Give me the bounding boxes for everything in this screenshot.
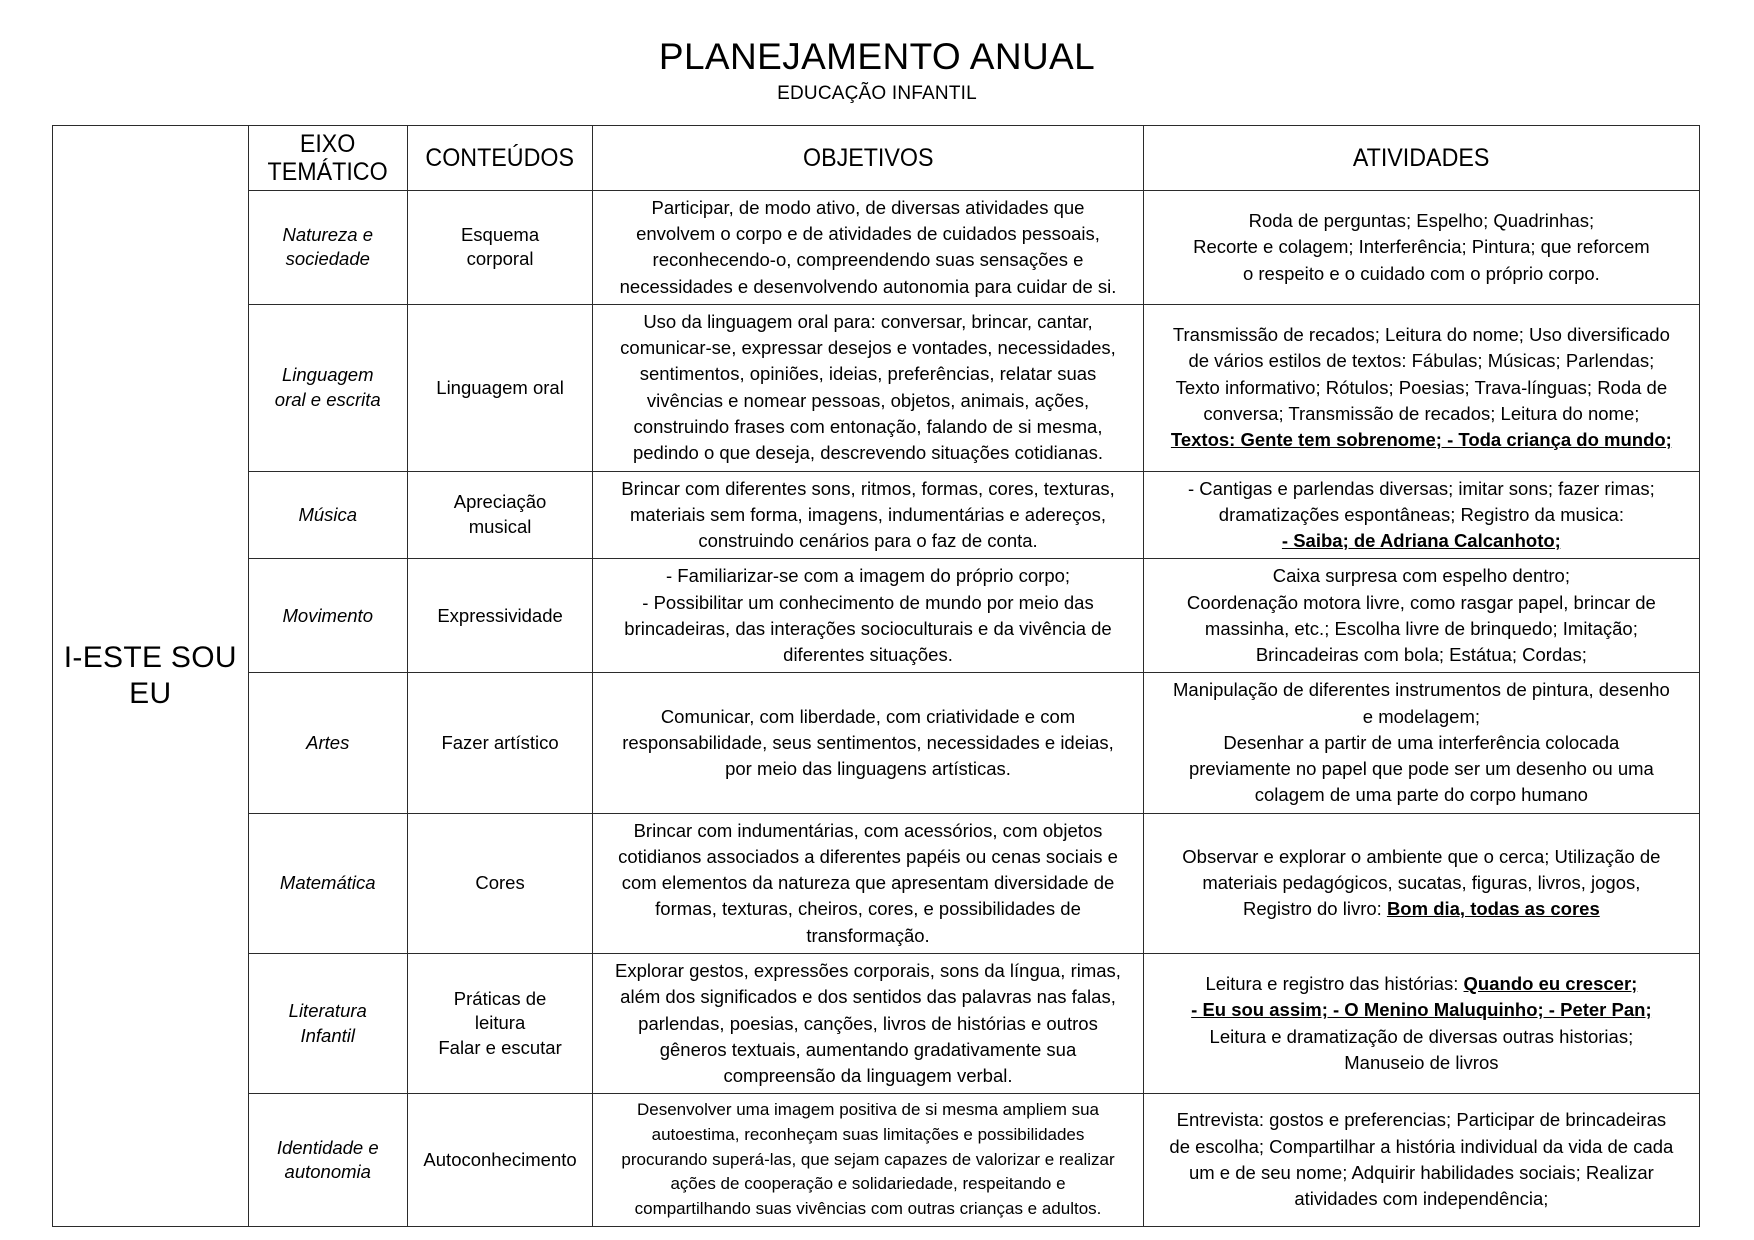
atividade-line: Desenhar a partir de uma interferência colocada <box>1223 731 1620 753</box>
atividade-line: atividades com independência; <box>1294 1188 1549 1210</box>
objetivo-line: Explorar gestos, expressões corporais, sons da língua, rimas, <box>615 960 1121 982</box>
row-eixo-line1: Artes <box>306 731 350 753</box>
row-conteudo <box>407 559 592 673</box>
atividade-line: Coordenação motora livre, como rasgar papel, brincar de <box>1186 591 1656 613</box>
row-eixo-line1: Linguagem <box>281 364 374 386</box>
row-eixo <box>248 813 407 953</box>
atividade-prefix: Registro do livro: <box>1242 898 1387 920</box>
objetivo-line: diferentes situações. <box>783 644 953 666</box>
row-objetivos <box>593 559 1144 673</box>
objetivo-line: sentimentos, opiniões, ideias, preferências, relatar suas <box>639 363 1097 385</box>
atividade-book-title: Quando eu crescer; <box>1463 973 1638 995</box>
objetivo-line: compartilhando suas vivências com outras crianças e adultos. <box>634 1198 1102 1218</box>
row-atividades <box>1143 954 1699 1094</box>
row-conteudo-line1: Expressividade <box>437 604 563 626</box>
row-eixo-line1: Matemática <box>279 872 376 894</box>
row-conteudo-line2: musical <box>468 515 532 537</box>
row-eixo <box>248 190 407 304</box>
atividade-line: conversa; Transmissão de recados; Leitura do nome; <box>1203 402 1640 424</box>
atividade-line: Leitura e dramatização de diversas outras historias; <box>1209 1025 1634 1047</box>
atividade-highlight-line: - Saiba; de Adriana Calcanhoto; <box>1281 530 1561 552</box>
page-subtitle: EDUCAÇÃO INFANTIL <box>777 82 977 104</box>
objetivo-line: gêneros textuais, aumentando gradativamente sua <box>659 1038 1077 1060</box>
row-eixo-line1: Música <box>298 503 358 525</box>
row-eixo-line1: Literatura <box>288 1000 367 1022</box>
row-conteudo-line2: corporal <box>466 248 534 270</box>
objetivo-line: autoestima, reconheçam suas limitações e possibilidades <box>651 1124 1085 1144</box>
objetivo-line: procurando superá-las, que sejam capazes de valorizar e realizar <box>621 1149 1115 1169</box>
row-conteudo-line1: Linguagem oral <box>436 376 564 398</box>
row-conteudo-line2: leitura <box>474 1012 526 1034</box>
row-conteudo <box>407 673 592 813</box>
row-objetivos <box>593 304 1144 471</box>
document-header <box>0 0 1754 105</box>
objetivo-line: brincadeiras, das interações socioculturais e da vivência de <box>624 617 1112 639</box>
row-eixo-line1: Natureza e <box>282 223 373 245</box>
row-atividades <box>1143 190 1699 304</box>
objetivo-line: reconhecendo-o, compreendendo suas sensações e <box>652 249 1084 271</box>
objetivo-line: construindo cenários para o faz de conta. <box>698 530 1038 552</box>
row-objetivos <box>593 813 1144 953</box>
atividade-line: e modelagem; <box>1362 705 1480 727</box>
objetivo-line: com elementos da natureza que apresentam diversidade de <box>621 872 1115 894</box>
row-conteudo-line1: Autoconhecimento <box>423 1148 577 1170</box>
atividade-line: - Cantigas e parlendas diversas; imitar sons; fazer rimas; <box>1187 477 1655 499</box>
row-conteudo <box>407 190 592 304</box>
table-row <box>53 813 1700 953</box>
objetivo-line: Brincar com diferentes sons, ritmos, formas, cores, texturas, <box>621 477 1115 499</box>
row-atividades <box>1143 1094 1699 1226</box>
row-atividades <box>1143 673 1699 813</box>
row-conteudo <box>407 954 592 1094</box>
objetivo-line: envolvem o corpo e de atividades de cuidados pessoais, <box>636 223 1100 245</box>
column-header-eixo-tematico <box>254 125 402 190</box>
objetivo-line: Brincar com indumentárias, com acessórios, com objetos <box>633 819 1103 841</box>
row-eixo <box>248 559 407 673</box>
row-conteudo-line1: Fazer artístico <box>441 731 559 753</box>
objetivo-line: necessidades e desenvolvendo autonomia para cuidar de si. <box>619 275 1117 297</box>
row-conteudo-line1: Apreciação <box>453 491 547 513</box>
table-row <box>53 304 1700 471</box>
atividade-prefix: Leitura e registro das histórias: <box>1205 973 1464 995</box>
atividade-line: de escolha; Compartilhar a história individual da vida de cada <box>1169 1135 1674 1157</box>
atividade-line-mixed <box>1151 896 1692 922</box>
objetivo-line: Comunicar, com liberdade, com criatividade e com <box>660 705 1076 727</box>
row-atividades <box>1143 813 1699 953</box>
row-objetivos <box>593 190 1144 304</box>
page-title: PLANEJAMENTO ANUAL <box>658 36 1096 77</box>
row-conteudo-line1: Esquema <box>460 223 540 245</box>
table-row <box>53 559 1700 673</box>
row-conteudo <box>407 1094 592 1226</box>
column-header-conteudos: CONTEÚDOS <box>414 125 586 190</box>
objetivo-line: Uso da linguagem oral para: conversar, brincar, cantar, <box>643 310 1093 332</box>
row-atividades <box>1143 304 1699 471</box>
objetivo-line: vivências e nomear pessoas, objetos, animais, ações, <box>646 389 1090 411</box>
column-header-atividades: ATIVIDADES <box>1163 125 1680 190</box>
row-atividades <box>1143 559 1699 673</box>
row-objetivos <box>593 954 1144 1094</box>
row-eixo-line1: Identidade e <box>276 1136 379 1158</box>
objetivo-line: cotidianos associados a diferentes papéis ou cenas sociais e <box>618 845 1118 867</box>
atividade-line: Caixa surpresa com espelho dentro; <box>1272 565 1570 587</box>
atividade-line: colagem de uma parte do corpo humano <box>1254 784 1588 806</box>
atividade-line-mixed <box>1151 971 1692 997</box>
row-eixo-line1: Movimento <box>282 604 373 626</box>
unit-label-line1: I-ESTE SOU <box>63 640 237 674</box>
objetivo-line: pedindo o que deseja, descrevendo situações cotidianas. <box>632 442 1104 464</box>
objetivo-line: Desenvolver uma imagem positiva de si mesma ampliem sua <box>637 1100 1100 1120</box>
atividade-line: materiais pedagógicos, sucatas, figuras, livros, jogos, <box>1202 872 1641 894</box>
atividade-highlight-line: Textos: Gente tem sobrenome; - Toda criança do mundo; <box>1170 429 1672 451</box>
row-eixo <box>248 471 407 559</box>
atividade-line: o respeito e o cuidado com o próprio corpo. <box>1242 262 1600 284</box>
atividade-line: Manuseio de livros <box>1344 1051 1499 1073</box>
row-eixo <box>248 1094 407 1226</box>
objetivo-line: Participar, de modo ativo, de diversas atividades que <box>651 196 1085 218</box>
objetivo-line: compreensão da linguagem verbal. <box>723 1065 1013 1087</box>
column-header-eixo-line1: EIXO <box>299 129 356 158</box>
row-eixo <box>248 954 407 1094</box>
objetivo-line: - Familiarizar-se com a imagem do próprio corpo; <box>665 565 1071 587</box>
atividade-line: previamente no papel que pode ser um desenho ou uma <box>1188 758 1654 780</box>
atividade-line: Roda de perguntas; Espelho; Quadrinhas; <box>1248 209 1595 231</box>
row-conteudo <box>407 304 592 471</box>
row-eixo-line2: autonomia <box>284 1160 371 1182</box>
atividade-line: Observar e explorar o ambiente que o cerca; Utilização de <box>1182 845 1661 867</box>
table-row <box>53 1094 1700 1226</box>
row-conteudo-line1: Práticas de <box>453 988 547 1010</box>
objetivo-line: além dos significados e dos sentidos das palavras nas falas, <box>620 986 1116 1008</box>
atividade-line: Brincadeiras com bola; Estátua; Cordas; <box>1255 644 1587 666</box>
row-eixo-line2: Infantil <box>300 1024 355 1046</box>
row-conteudo <box>407 471 592 559</box>
table-row <box>53 190 1700 304</box>
table-row <box>53 673 1700 813</box>
column-header-objetivos: OBJETIVOS <box>612 125 1124 190</box>
objetivo-line: - Possibilitar um conhecimento de mundo por meio das <box>642 591 1094 613</box>
objetivo-line: construindo frases com entonação, falando de si mesma, <box>633 415 1103 437</box>
atividade-line: Manipulação de diferentes instrumentos de pintura, desenho <box>1173 679 1670 701</box>
atividade-book-title: Bom dia, todas as cores <box>1386 898 1600 920</box>
row-objetivos <box>593 1094 1144 1226</box>
table-header-row <box>53 125 1700 190</box>
row-conteudo <box>407 813 592 953</box>
atividade-line: massinha, etc.; Escolha livre de brinquedo; Imitação; <box>1204 617 1638 639</box>
atividade-line: Transmissão de recados; Leitura do nome; Uso diversificado <box>1172 324 1670 346</box>
unit-cell <box>53 125 249 1226</box>
table-row <box>53 471 1700 559</box>
objetivo-line: por meio das linguagens artísticas. <box>725 758 1011 780</box>
atividade-line: Recorte e colagem; Interferência; Pintura; que reforcem <box>1193 236 1650 258</box>
objetivo-line: transformação. <box>806 924 930 946</box>
planning-table-wrapper <box>52 125 1702 1227</box>
atividade-line: de vários estilos de textos: Fábulas; Músicas; Parlendas; <box>1188 350 1655 372</box>
atividade-line: dramatizações espontâneas; Registro da musica: <box>1218 503 1624 525</box>
atividade-line: Entrevista: gostos e preferencias; Participar de brincadeiras <box>1176 1109 1667 1131</box>
row-eixo <box>248 304 407 471</box>
objetivo-line: ações de cooperação e solidariedade, respeitando e <box>670 1174 1066 1194</box>
table-row <box>53 954 1700 1094</box>
planning-table <box>52 125 1700 1227</box>
objetivo-line: formas, texturas, cheiros, cores, e possibilidades de <box>655 898 1081 920</box>
objetivo-line: materiais sem forma, imagens, indumentárias e adereços, <box>629 503 1107 525</box>
row-conteudo-line3: Falar e escutar <box>438 1036 562 1058</box>
row-objetivos <box>593 673 1144 813</box>
atividade-line: um e de seu nome; Adquirir habilidades sociais; Realizar <box>1188 1161 1654 1183</box>
atividade-highlight-line: - Eu sou assim; - O Menino Maluquinho; - Peter Pan; <box>1191 999 1652 1021</box>
row-eixo <box>248 673 407 813</box>
row-eixo-line2: sociedade <box>285 248 370 270</box>
column-header-eixo-line2: TEMÁTICO <box>267 157 388 186</box>
objetivo-line: parlendas, poesias, canções, livros de histórias e outros <box>638 1012 1098 1034</box>
row-conteudo-line1: Cores <box>475 872 525 894</box>
row-eixo-line2: oral e escrita <box>274 388 381 410</box>
row-objetivos <box>593 471 1144 559</box>
objetivo-line: comunicar-se, expressar desejos e vontades, necessidades, <box>620 337 1116 359</box>
row-atividades <box>1143 471 1699 559</box>
atividade-line: Texto informativo; Rótulos; Poesias; Trava-línguas; Roda de <box>1175 376 1668 398</box>
unit-label-line2: EU <box>129 676 172 710</box>
objetivo-line: responsabilidade, seus sentimentos, necessidades e ideias, <box>622 731 1114 753</box>
